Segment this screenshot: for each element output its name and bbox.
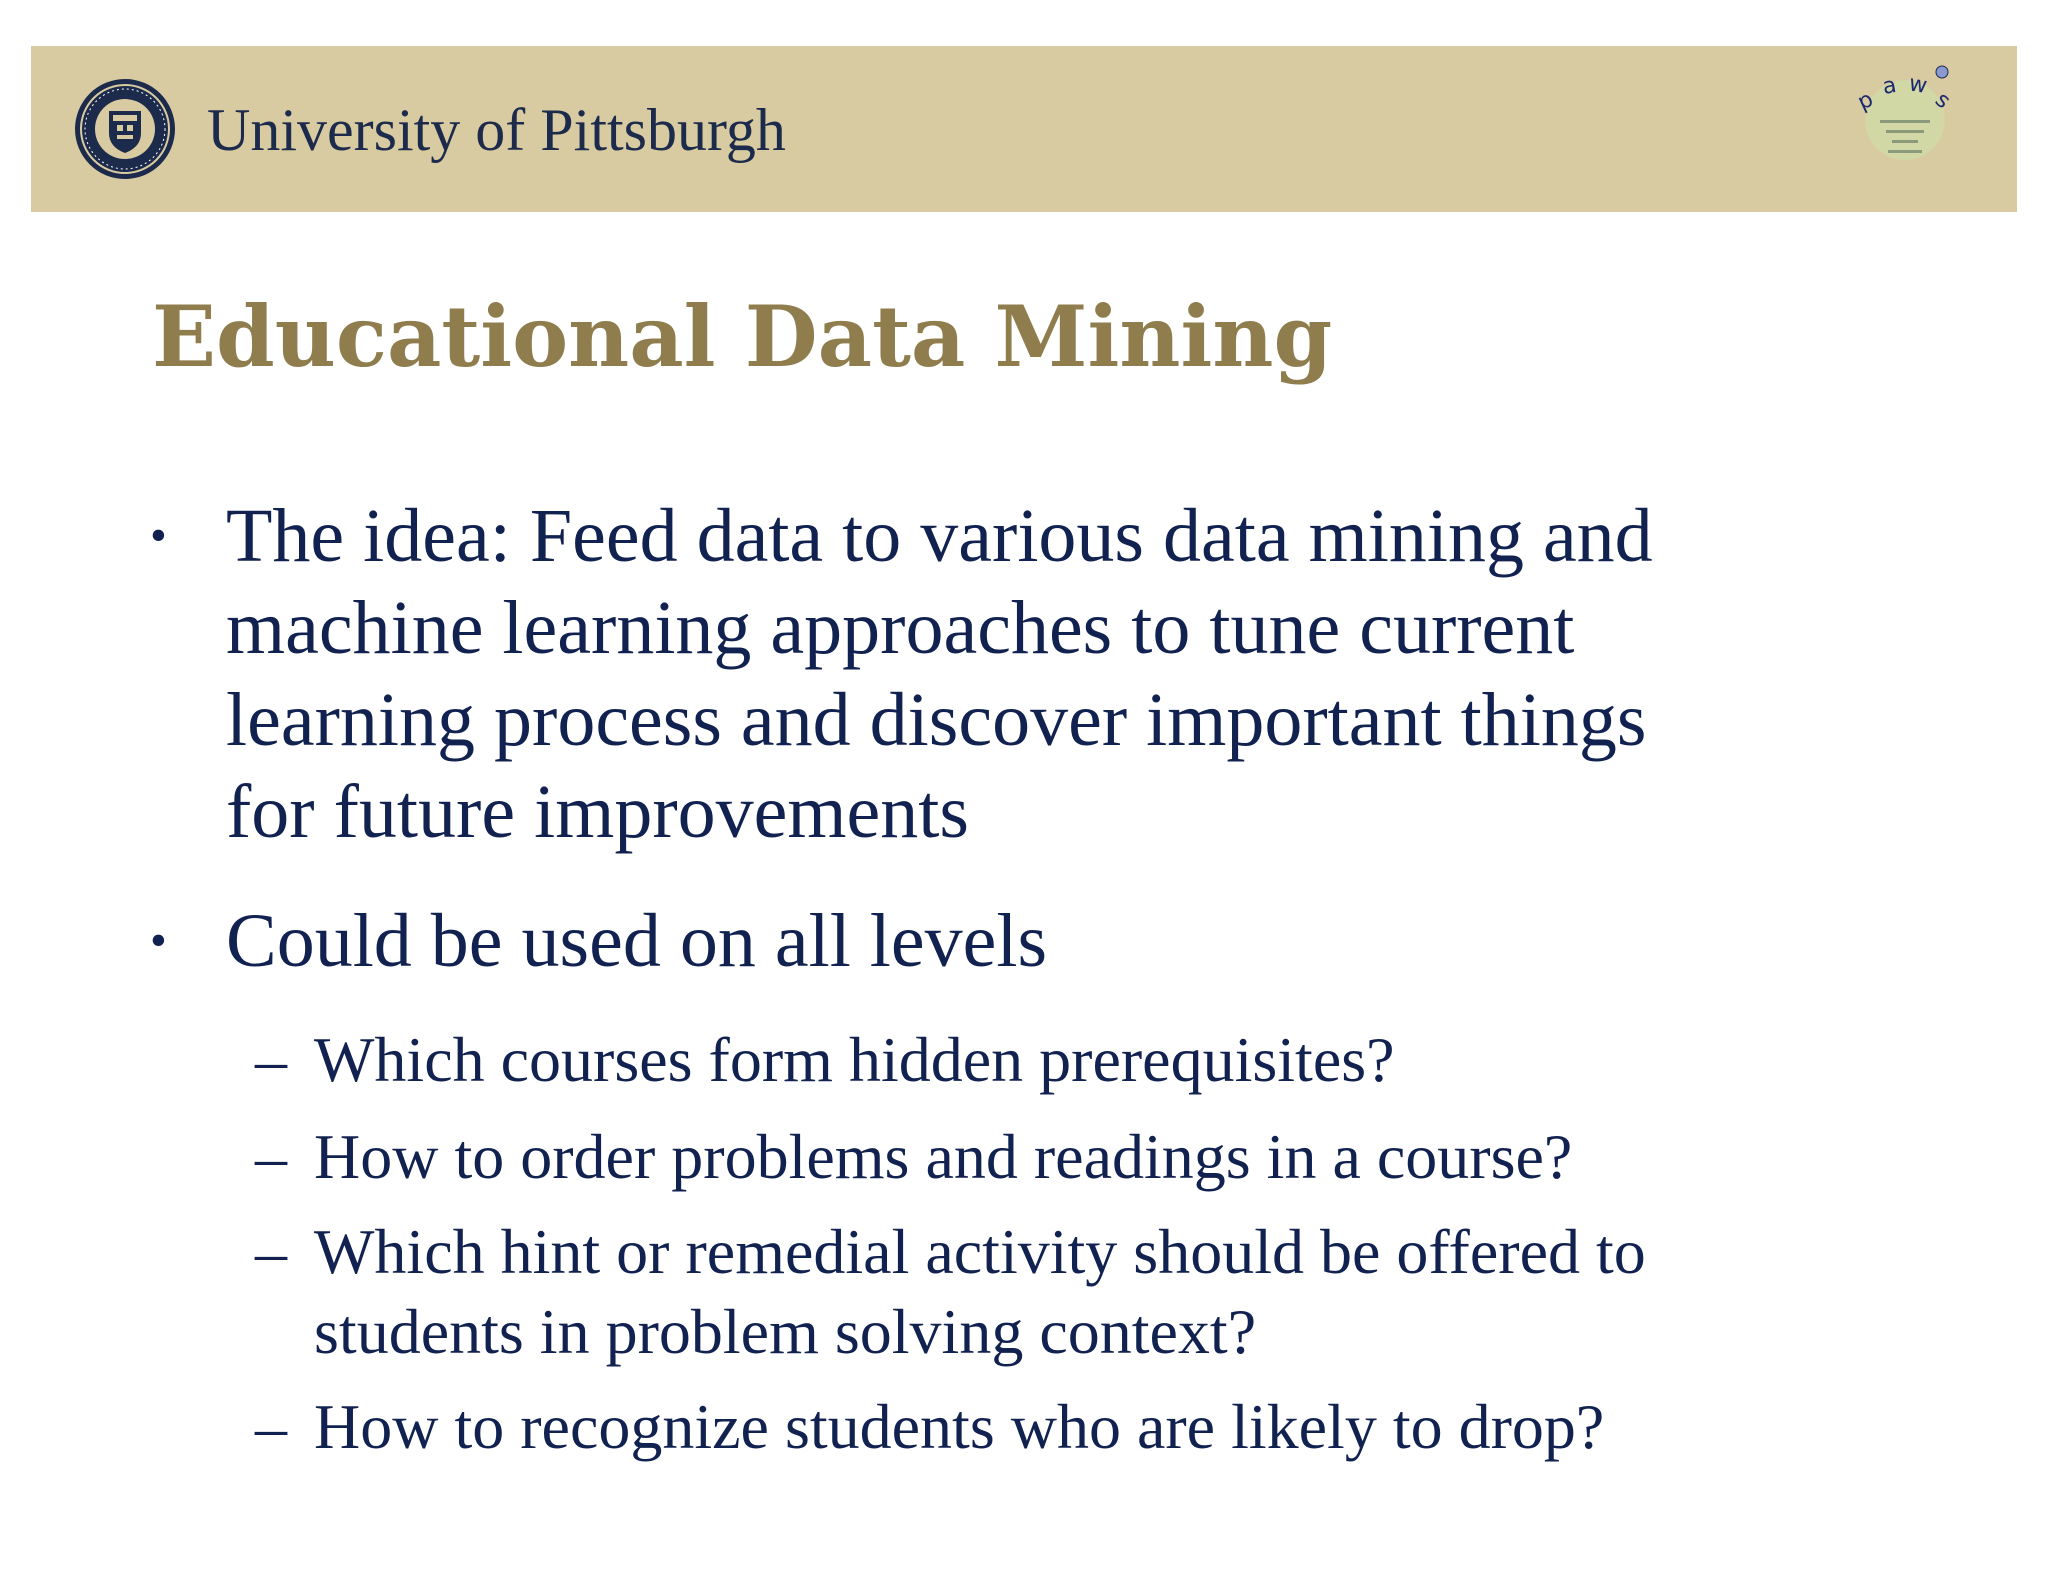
sub-item-marker: – xyxy=(255,1024,287,1095)
sub-item-line: How to recognize students who are likely to drop? xyxy=(314,1391,1605,1462)
bullet-line: machine learning approaches to tune current xyxy=(226,586,1575,670)
svg-text:w: w xyxy=(1906,71,1930,100)
bullet-line: The idea: Feed data to various data mining and xyxy=(226,494,1653,578)
sub-item-marker: – xyxy=(255,1121,287,1192)
sub-item-marker: – xyxy=(255,1216,287,1287)
bullet-text xyxy=(226,895,1926,987)
bullet-line: learning process and discover important things xyxy=(226,678,1647,762)
bullet-line: for future improvements xyxy=(226,770,969,854)
bullet-line: Could be used on all levels xyxy=(226,899,1048,983)
sub-item-marker: – xyxy=(255,1391,287,1462)
sub-item-line: students in problem solving context? xyxy=(314,1296,1257,1367)
svg-text:p: p xyxy=(1853,86,1878,116)
sub-item-line: Which hint or remedial activity should be offered to xyxy=(314,1216,1646,1287)
sub-item-line: Which courses form hidden prerequisites? xyxy=(314,1024,1395,1095)
bullet-marker: • xyxy=(150,914,167,967)
slide-title: Educational Data Mining xyxy=(152,287,1333,386)
bullet-text xyxy=(226,490,1926,858)
sub-item-line: How to order problems and readings in a course? xyxy=(314,1121,1573,1192)
bullet-marker: • xyxy=(150,509,167,562)
sub-item-text xyxy=(314,1020,1914,1100)
svg-text:a: a xyxy=(1880,72,1899,100)
university-name: University of Pittsburgh xyxy=(207,97,786,163)
svg-text:s: s xyxy=(1930,87,1955,114)
sub-item-text xyxy=(314,1117,1914,1197)
sub-item-text xyxy=(314,1387,1914,1467)
sub-item-text xyxy=(314,1212,1914,1372)
